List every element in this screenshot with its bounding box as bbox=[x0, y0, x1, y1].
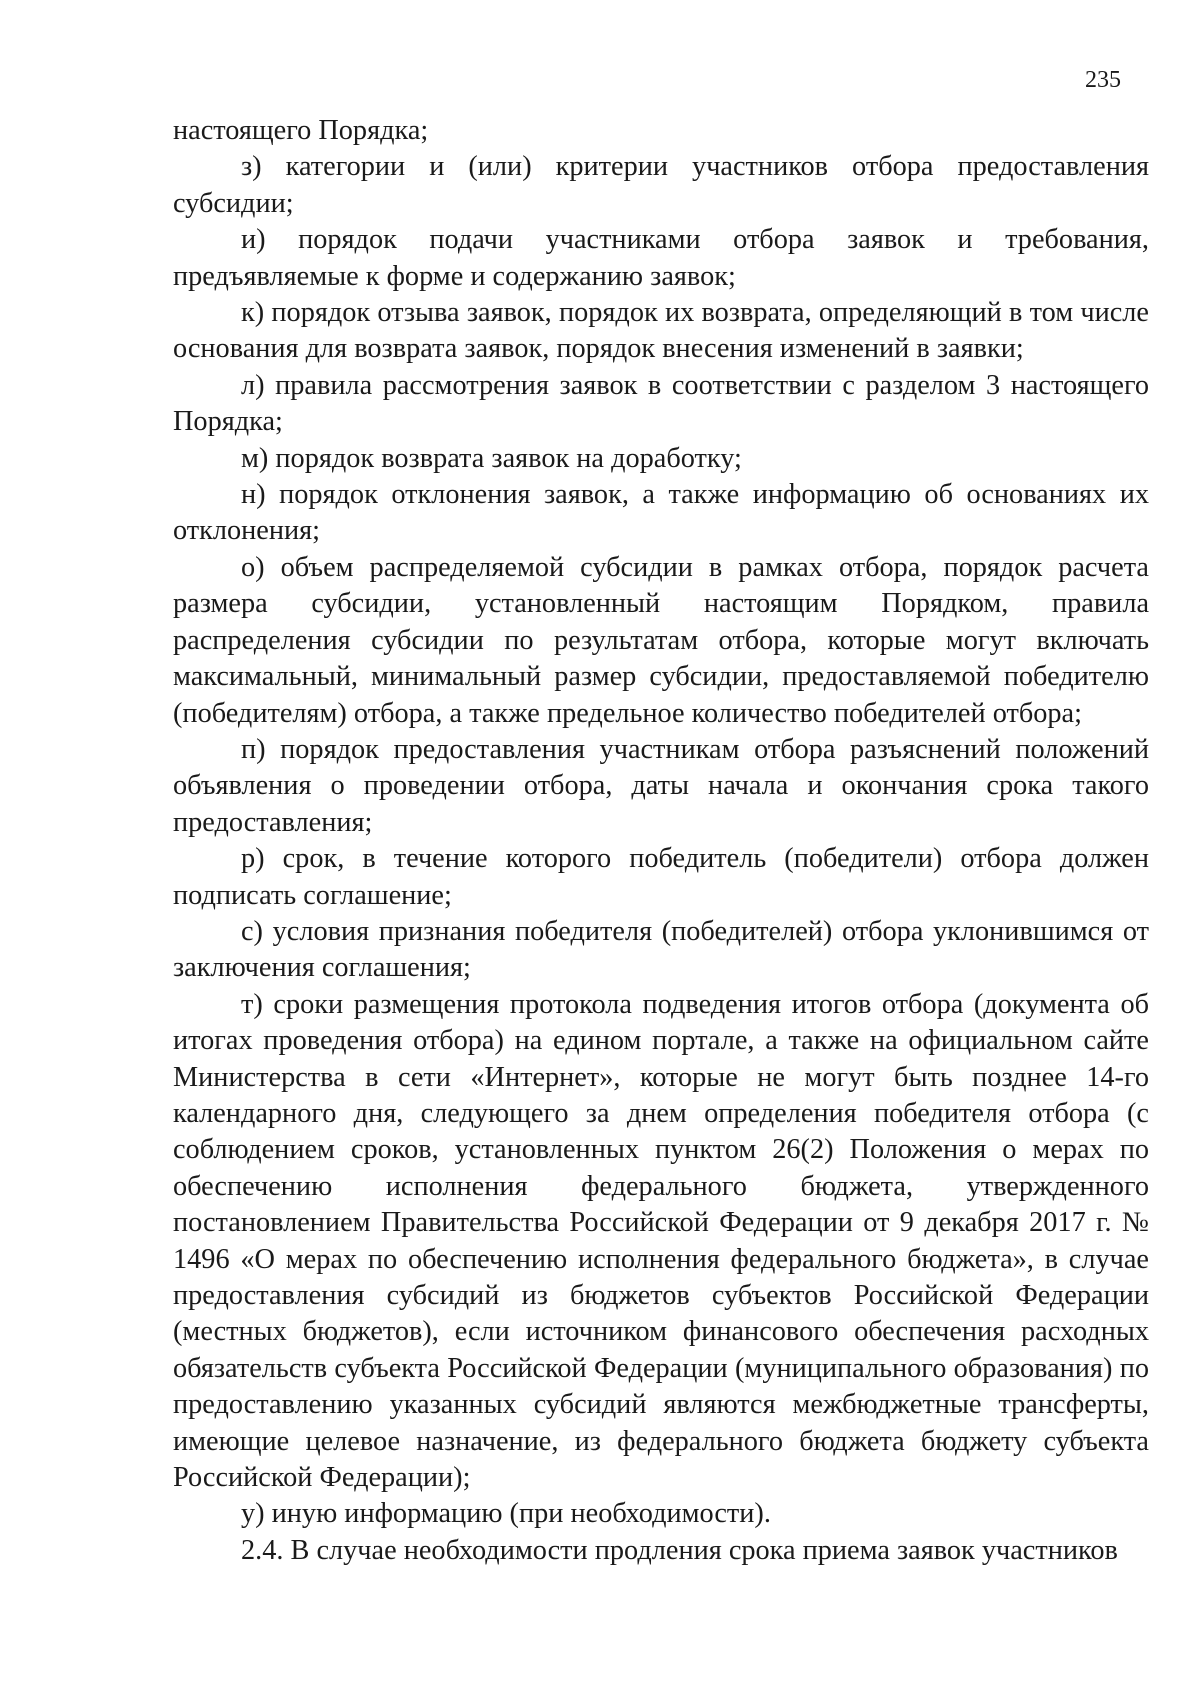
document-body bbox=[173, 113, 1149, 1569]
paragraph-item-z: з) категории и (или) критерии участников отбора предоставления субсидии; bbox=[173, 151, 1149, 219]
paragraph-item-n: н) порядок отклонения заявок, а также информацию об основаниях их отклонения; bbox=[173, 479, 1149, 547]
paragraph-item-m: м) порядок возврата заявок на доработку; bbox=[241, 442, 742, 474]
paragraph-item-u: у) иную информацию (при необходимости). bbox=[241, 1498, 771, 1530]
paragraph-item-r: р) срок, в течение которого победитель (победители) отбора должен подписать соглашение; bbox=[173, 843, 1149, 911]
paragraph-item-k: к) порядок отзыва заявок, порядок их возврата, определяющий в том числе основания для возврата заявок, порядок внесения изменений в заявки; bbox=[173, 297, 1149, 365]
paragraph-section-2-4: 2.4. В случае необходимости продления срока приема заявок участников bbox=[241, 1534, 1118, 1566]
paragraph-item-s: с) условия признания победителя (победителей) отбора уклонившимся от заключения соглашения; bbox=[173, 915, 1149, 984]
paragraph-item-o: о) объем распределяемой субсидии в рамках отбора, порядок расчета размера субсидии, установленный настоящим Порядком, правила распределения субсидии по результатам отбора, которые могут включать максимальный, минимальный размер субсидии, предоставляемой победителю (победителям) отбора, а также предельное количество победителей отбора; bbox=[173, 551, 1149, 729]
page-number: 235 bbox=[1085, 67, 1121, 93]
paragraph-continuation: настоящего Порядка; bbox=[173, 115, 429, 146]
paragraph-item-l: л) правила рассмотрения заявок в соответствии с разделом 3 настоящего Порядка; bbox=[173, 369, 1149, 438]
paragraph-item-i: и) порядок подачи участниками отбора заявок и требования, предъявляемые к форме и содержанию заявок; bbox=[173, 224, 1149, 292]
paragraph-item-t: т) сроки размещения протокола подведения итогов отбора (документа об итогах проведения отбора) на едином портале, а также на официальном сайте Министерства в сети «Интернет», которые не могут быть позднее 14-го календарного дня, следующего за днем определения победителя отбора (с соблюдением сроков, установленных пунктом 26(2) Положения о мерах по обеспечению исполнения федерального бюджета, утвержденного постановлением Правительства Российской Федерации от 9 декабря 2017 г. № 1496 «О мерах по обеспечению исполнения федерального бюджета», в случае предоставления субсидий из бюджетов субъектов Российской Федерации (местных бюджетов), если источником финансового обеспечения расходных обязательств субъекта Российской Федерации (муниципального образования) по предоставлению указанных субсидий являются межбюджетные трансферты, имеющие целевое назначение, из федерального бюджета бюджету субъекта Российской Федерации); bbox=[173, 988, 1149, 1494]
paragraph-item-p: п) порядок предоставления участникам отбора разъяснений положений объявления о проведении отбора, даты начала и окончания срока такого предоставления; bbox=[173, 733, 1149, 838]
